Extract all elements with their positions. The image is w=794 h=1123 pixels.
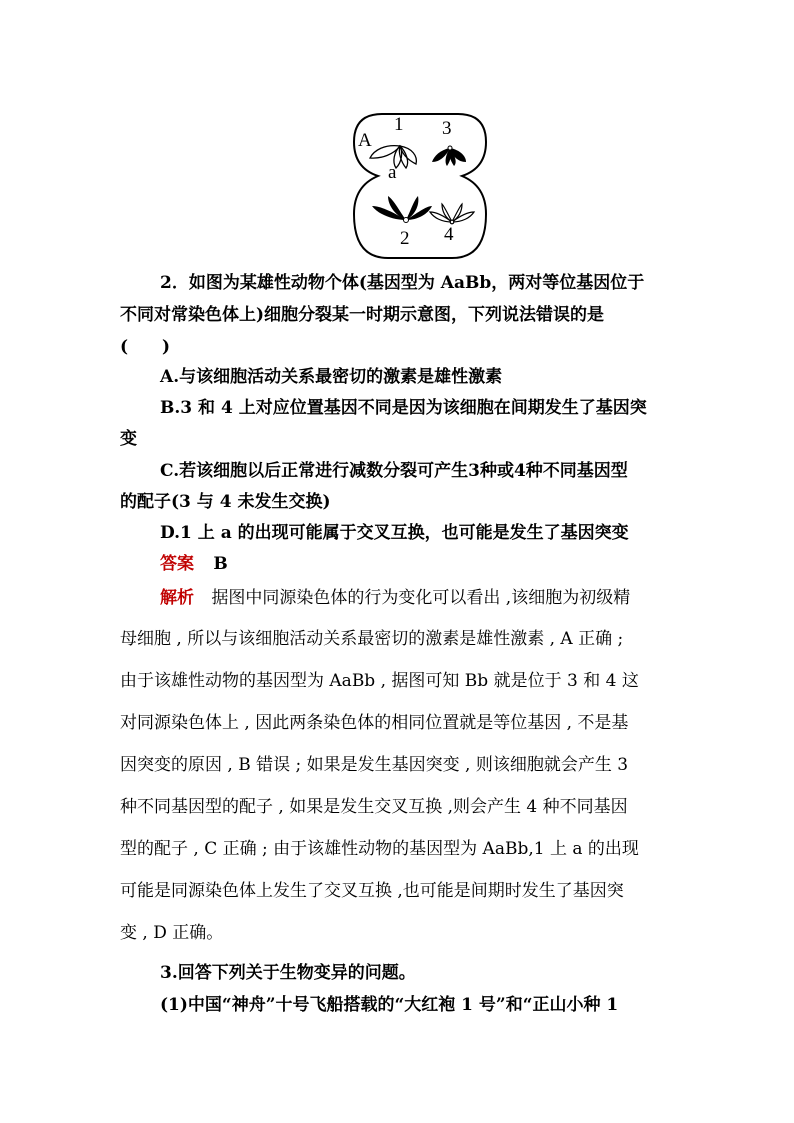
q2-stem-line1: 2．如图为某雄性动物个体(基因型为 AaBb，两对等位基因位于: [160, 273, 645, 293]
analysis-text: 据图中同源染色体的行为变化可以看出 ,该细胞为初级精: [211, 588, 631, 608]
q2-analysis-line1: [160, 587, 630, 609]
q2-analysis-line5: 因突变的原因 , B 错误 ; 如果是发生基因突变 , 则该细胞就会产生 3: [120, 755, 629, 775]
q2-stem-line3: ( ): [120, 337, 171, 357]
analysis-label: 解析: [160, 588, 194, 608]
q2-option-a: A.与该细胞活动关系最密切的激素是雄性激素: [160, 367, 503, 387]
chromosome-number-3: 3: [442, 118, 452, 139]
q2-option-d: D.1 上 a 的出现可能属于交叉互换，也可能是发生了基因突变: [160, 523, 629, 543]
answer-value: B: [213, 554, 228, 574]
chromosome-2: [372, 196, 432, 223]
gene-label-A: A: [358, 130, 372, 151]
q2-answer: [160, 553, 228, 575]
cell-division-figure: [352, 110, 488, 260]
q2-option-c-line1: C.若该细胞以后正常进行减数分裂可产生3种或4种不同基因型: [160, 461, 628, 481]
chromosome-number-1: 1: [394, 114, 404, 135]
q3-stem: 3.回答下列关于生物变异的问题。: [160, 963, 416, 983]
q2-analysis-line4: 对同源染色体上 , 因此两条染色体的相同位置就是等位基因 , 不是基: [120, 713, 629, 733]
q2-analysis-line2: 母细胞 , 所以与该细胞活动关系最密切的激素是雄性激素 , A 正确 ;: [120, 629, 624, 649]
q3-sub1: (1)中国“神舟”十号飞船搭载的“大红袍 1 号”和“正山小种 1: [160, 995, 619, 1015]
q2-option-b-line1: B.3 和 4 上对应位置基因不同是因为该细胞在间期发生了基因突: [160, 398, 647, 418]
gene-label-a: a: [388, 162, 397, 183]
chromosome-number-2: 2: [400, 228, 410, 249]
chromosome-3: [432, 146, 466, 166]
answer-label: 答案: [160, 554, 194, 574]
q2-analysis-line6: 种不同基因型的配子 , 如果是发生交叉互换 ,则会产生 4 种不同基因: [120, 797, 628, 817]
q2-analysis-line9: 变 , D 正确。: [120, 923, 224, 943]
q2-analysis-line3: 由于该雄性动物的基因型为 AaBb , 据图可知 Bb 就是位于 3 和 4 这: [120, 671, 639, 691]
chromosome-number-4: 4: [444, 224, 454, 245]
q2-stem-line2: 不同对常染色体上)细胞分裂某一时期示意图，下列说法错误的是: [120, 305, 605, 325]
q2-option-b-line2: 变: [120, 429, 137, 449]
q2-analysis-line8: 可能是同源染色体上发生了交叉互换 ,也可能是间期时发生了基因突: [120, 881, 624, 901]
cell-outline: [354, 114, 486, 258]
q2-analysis-line7: 型的配子 , C 正确 ; 由于该雄性动物的基因型为 AaBb,1 上 a 的出现: [120, 839, 639, 859]
q2-option-c-line2: 的配子(3 与 4 未发生交换): [120, 492, 331, 512]
chromosome-4: [430, 204, 474, 224]
